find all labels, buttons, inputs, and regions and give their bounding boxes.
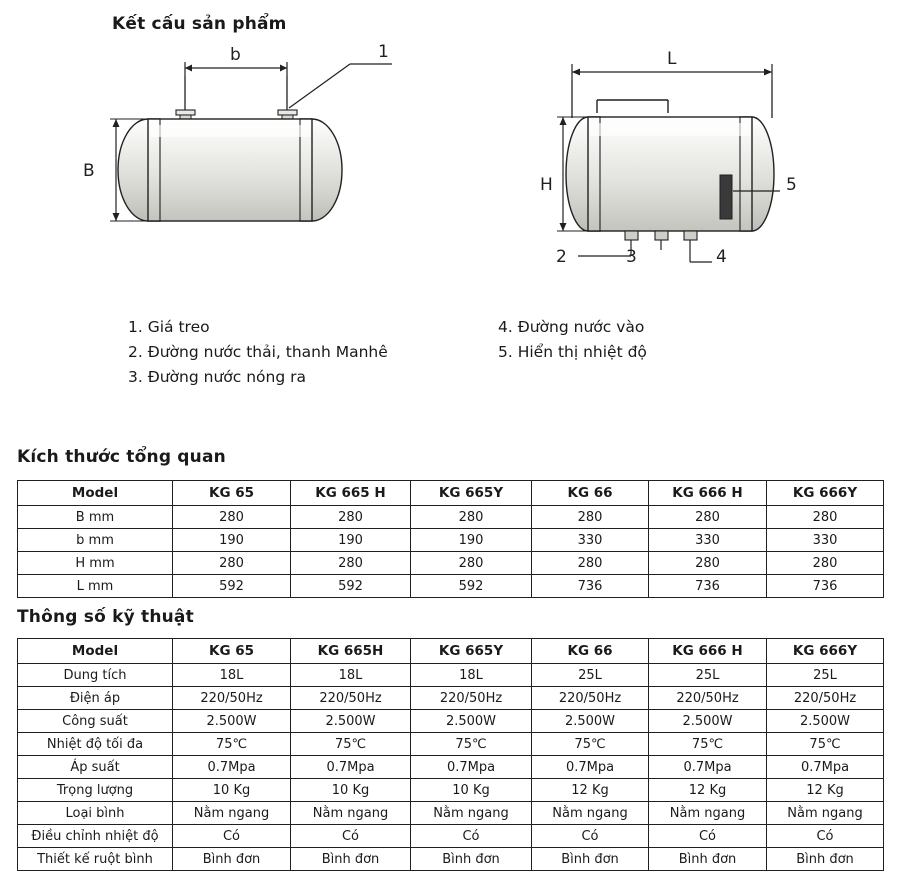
cell: 280 [767,506,884,529]
diagram-label-4: 4 [716,247,727,267]
column-header: KG 666 H [649,639,767,664]
diagram-title: Kết cấu sản phẩm [112,14,287,34]
row-label: b mm [18,529,173,552]
column-header: KG 666Y [767,481,884,506]
cell: 75℃ [411,733,532,756]
diagram-label-L: L [667,49,677,69]
column-header: KG 65 [173,639,291,664]
cell: 190 [411,529,532,552]
cell: Bình đơn [532,848,649,871]
cell: 10 Kg [411,779,532,802]
cell: Nằm ngang [649,802,767,825]
column-header: KG 665 H [291,481,411,506]
column-header: KG 666Y [767,639,884,664]
cell: 280 [532,552,649,575]
table-row [18,552,884,575]
cell: 280 [649,506,767,529]
cell: 220/50Hz [411,687,532,710]
cell: 280 [173,506,291,529]
diagram-label-H: H [540,175,553,195]
cell: 330 [767,529,884,552]
cell: Nằm ngang [291,802,411,825]
cell: 75℃ [767,733,884,756]
cell: 280 [291,552,411,575]
cell: 280 [767,552,884,575]
cell: 12 Kg [767,779,884,802]
diagram-label-B: B [83,161,95,181]
cell: 2.500W [173,710,291,733]
cell: Nằm ngang [532,802,649,825]
cell: Bình đơn [649,848,767,871]
cell: 2.500W [649,710,767,733]
diagram-label-1: 1 [378,42,389,62]
diagram-label-2: 2 [556,247,567,267]
legend-item: 4. Đường nước vào [498,318,645,336]
column-header: KG 66 [532,481,649,506]
column-header: KG 666 H [649,481,767,506]
row-label: Thiết kế ruột bình [18,848,173,871]
cell: 12 Kg [649,779,767,802]
row-label: Loại bình [18,802,173,825]
product-structure-diagram [0,0,900,300]
cell: 0.7Mpa [532,756,649,779]
table-row [18,575,884,598]
cell: 25L [532,664,649,687]
table-row [18,848,884,871]
cell: 18L [411,664,532,687]
row-label: L mm [18,575,173,598]
cell: 0.7Mpa [173,756,291,779]
cell: 25L [649,664,767,687]
legend-item: 3. Đường nước nóng ra [128,368,306,386]
cell: Bình đơn [173,848,291,871]
cell: 220/50Hz [767,687,884,710]
cell: Nằm ngang [173,802,291,825]
cell: 18L [173,664,291,687]
table-row [18,664,884,687]
row-label: H mm [18,552,173,575]
diagram-left-view [83,42,392,221]
cell: 75℃ [649,733,767,756]
dimensions-table [17,480,884,598]
cell: 2.500W [532,710,649,733]
cell: 736 [649,575,767,598]
legend-item: 5. Hiển thị nhiệt độ [498,343,647,361]
cell: 280 [411,552,532,575]
cell: Có [291,825,411,848]
legend-column-right [498,315,838,365]
cell: 592 [291,575,411,598]
table-row [18,733,884,756]
cell: 330 [532,529,649,552]
cell: 280 [291,506,411,529]
cell: 220/50Hz [173,687,291,710]
cell: 220/50Hz [532,687,649,710]
cell: Có [649,825,767,848]
column-header: Model [18,481,173,506]
cell: 736 [532,575,649,598]
cell: Nằm ngang [767,802,884,825]
row-label: Trọng lượng [18,779,173,802]
svg-text:b: b [230,45,241,65]
cell: 190 [173,529,291,552]
cell: Có [411,825,532,848]
cell: Bình đơn [767,848,884,871]
cell: 280 [532,506,649,529]
cell: 280 [173,552,291,575]
table-row [18,756,884,779]
cell: 0.7Mpa [411,756,532,779]
row-label: B mm [18,506,173,529]
cell: 592 [411,575,532,598]
cell: Nằm ngang [411,802,532,825]
column-header: KG 65 [173,481,291,506]
cell: 220/50Hz [649,687,767,710]
row-label: Nhiệt độ tối đa [18,733,173,756]
cell: 0.7Mpa [767,756,884,779]
cell: 592 [173,575,291,598]
table-header-row [18,639,884,664]
cell: 75℃ [532,733,649,756]
cell: 0.7Mpa [291,756,411,779]
cell: 25L [767,664,884,687]
cell: 12 Kg [532,779,649,802]
diagram-label-3: 3 [626,247,637,267]
legend-item: 2. Đường nước thải, thanh Manhê [128,343,388,361]
column-header: KG 665H [291,639,411,664]
cell: 736 [767,575,884,598]
cell: 0.7Mpa [649,756,767,779]
cell: 220/50Hz [291,687,411,710]
table-row [18,825,884,848]
row-label: Điều chỉnh nhiệt độ [18,825,173,848]
specs-table [17,638,884,871]
diagram-label-5: 5 [786,175,797,195]
row-label: Áp suất [18,756,173,779]
diagram-legend [128,315,868,390]
cell: Có [173,825,291,848]
table-row [18,710,884,733]
column-header: KG 665Y [411,639,532,664]
cell: 75℃ [291,733,411,756]
cell: Bình đơn [411,848,532,871]
dimensions-heading: Kích thước tổng quan [17,447,226,467]
cell: 10 Kg [291,779,411,802]
legend-column-left [128,315,498,390]
table-row [18,687,884,710]
cell: 2.500W [291,710,411,733]
cell: 2.500W [411,710,532,733]
column-header: KG 665Y [411,481,532,506]
cell: 190 [291,529,411,552]
cell: 10 Kg [173,779,291,802]
diagram-right-view [540,49,797,267]
cell: 280 [411,506,532,529]
cell: Có [767,825,884,848]
row-label: Công suất [18,710,173,733]
cell: Bình đơn [291,848,411,871]
cell: 330 [649,529,767,552]
cell: 2.500W [767,710,884,733]
specs-heading: Thông số kỹ thuật [17,607,194,627]
column-header: KG 66 [532,639,649,664]
table-row [18,506,884,529]
column-header: Model [18,639,173,664]
cell: Có [532,825,649,848]
cell: 18L [291,664,411,687]
row-label: Điện áp [18,687,173,710]
table-row [18,802,884,825]
legend-item: 1. Giá treo [128,318,210,336]
table-row [18,529,884,552]
cell: 75℃ [173,733,291,756]
cell: 280 [649,552,767,575]
table-header-row [18,481,884,506]
row-label: Dung tích [18,664,173,687]
table-row [18,779,884,802]
